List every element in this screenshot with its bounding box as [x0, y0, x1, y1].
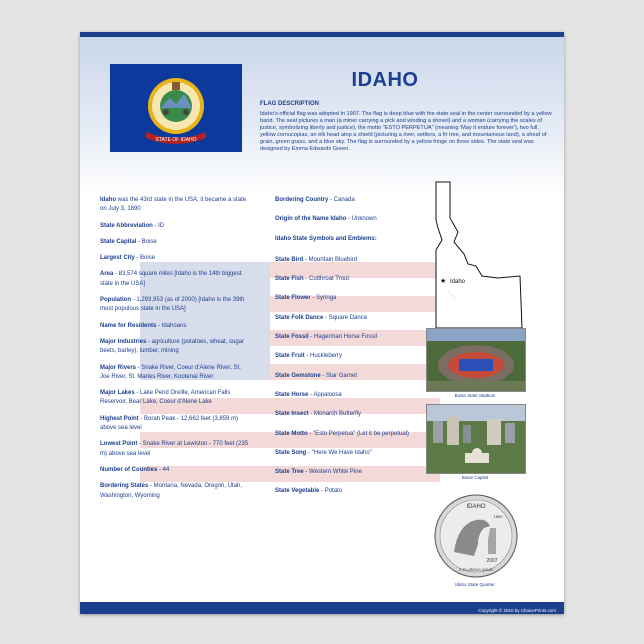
idaho-map	[428, 180, 528, 330]
fact-item: Major Lakes - Lake Pend Oreille, American Falls Reservoir, Bear Lake, Coeur d'Alene Lake	[100, 390, 231, 406]
symbol-item: State Song - "Here We Have Idaho"	[275, 449, 372, 456]
flag-description-text: Idaho's official flag was adopted in 1907. The flag is deep blue with the state seal in the center surrounded by a yellow band. The seal pictures a man (a miner carrying a pick and winding a shovel) and a woman (carrying the scales of justice, symbolizing liberty and justice), the motto "ESTO PERPETUA" (meaning 'May it endure forever'), two full, yellow cornucopias, an elk head atop a shield (picturing a river, settlers, a fir tree, and mountainous land), a sheaf of grain, green grass, and a blue sky. The flag is surrounded by a yellow fringe on three sides. The state seal was designed by Emma Edwards Green.	[260, 111, 552, 152]
symbol-item: State Gemstone - Star Garnet	[275, 372, 358, 379]
symbol-item: State Flower - Syringa	[275, 295, 337, 302]
facts-right-column	[275, 196, 425, 507]
capitol-photo	[426, 404, 526, 474]
flag-description-heading: FLAG DESCRIPTION	[260, 101, 320, 107]
symbol-item: State Fossil - Hagerman Horse Fossil	[275, 334, 378, 341]
fact-item: Idaho was the 43rd state in the USA; it became a state on July 3, 1890	[100, 197, 247, 213]
fact-item: Population - 1,293,953 (as of 2000) [Idaho is the 39th most populous state in the USA]	[100, 297, 245, 313]
fact-item: Name for Residents - Idahoans	[100, 322, 187, 329]
stadium-caption: Boise State Stadium	[454, 393, 496, 398]
quarter-top-text: IDAHO	[466, 504, 486, 510]
fact-item: Lowest Point - Snake River at Lewiston - 770 feet (235 m) above sea level	[100, 441, 249, 457]
symbols-heading: Idaho State Symbols and Emblems:	[275, 235, 377, 242]
fact-item: Bordering Country - Canada	[275, 197, 355, 203]
fact-item: State Capital - Boise	[100, 238, 157, 245]
state-quarter-coin	[434, 494, 518, 578]
symbol-item: State Bird - Mountain Bluebird	[275, 256, 358, 263]
capital-star-icon: ★	[440, 278, 447, 285]
fact-item: Number of Counties - 44	[100, 466, 170, 473]
fact-item: Bordering States - Montana, Nevada, Oregon, Utah, Washington, Wyoming	[100, 483, 243, 499]
fact-item: Major Industries - agriculture (potatoes, wheat, sugar beets, barley), lumber, mining	[100, 338, 245, 355]
symbol-item: State Tree - Western White Pine	[275, 469, 362, 476]
fact-item: Major Rivers - Snake River, Coeur d'Alene River, St. Joe River, St. Maries River, Kootenai River	[100, 364, 241, 380]
map-city-label: Idaho	[450, 279, 466, 285]
poster	[80, 32, 564, 614]
symbol-item: State Motto - "Esto Perpetua" (Let it be perpetual)	[275, 430, 409, 437]
symbol-item: State Vegetable - Potato	[275, 488, 343, 495]
fact-item: State Abbreviation - ID	[100, 222, 165, 229]
fact-item: Origin of the Name Idaho - Unknown	[275, 216, 377, 223]
facts-left-column	[100, 196, 250, 508]
quarter-top-year: 1890	[493, 514, 503, 519]
fact-item: Area - 83,574 square miles [Idaho is the 14th biggest state in the USA]	[100, 271, 242, 287]
symbol-item: State Folk Dance - Square Dance	[275, 314, 368, 321]
quarter-bottom-year: 2007	[486, 558, 498, 564]
bottom-bar	[80, 602, 564, 614]
symbol-item: State Insect - Monarch Butterfly	[275, 411, 362, 418]
page-title: IDAHO	[351, 69, 419, 91]
top-bar	[80, 32, 564, 37]
symbol-item: State Fruit - Huckleberry	[275, 353, 343, 360]
idaho-flag	[110, 64, 242, 152]
quarter-caption: Idaho State Quarter	[455, 582, 495, 587]
fact-item: Highest Point - Borah Peak - 12,662 feet (3,859 m) above sea level	[100, 415, 239, 432]
flag-scroll-text: STATE OF IDAHO	[155, 137, 197, 143]
state-seal-icon	[110, 64, 242, 152]
capitol-caption: Boise Capitol	[461, 475, 489, 480]
symbol-item: State Fish - Cutthroat Trout	[275, 276, 350, 283]
stadium-photo	[426, 328, 526, 392]
fact-item: Largest City - Boise	[100, 255, 156, 262]
symbol-item: State Horse - Appaloosa	[275, 391, 342, 398]
quarter-bottom-text: E PLURIBUS UNUM	[459, 568, 493, 572]
copyright-text: Copyright © 2010 by ChoicePrints.com	[478, 608, 556, 613]
